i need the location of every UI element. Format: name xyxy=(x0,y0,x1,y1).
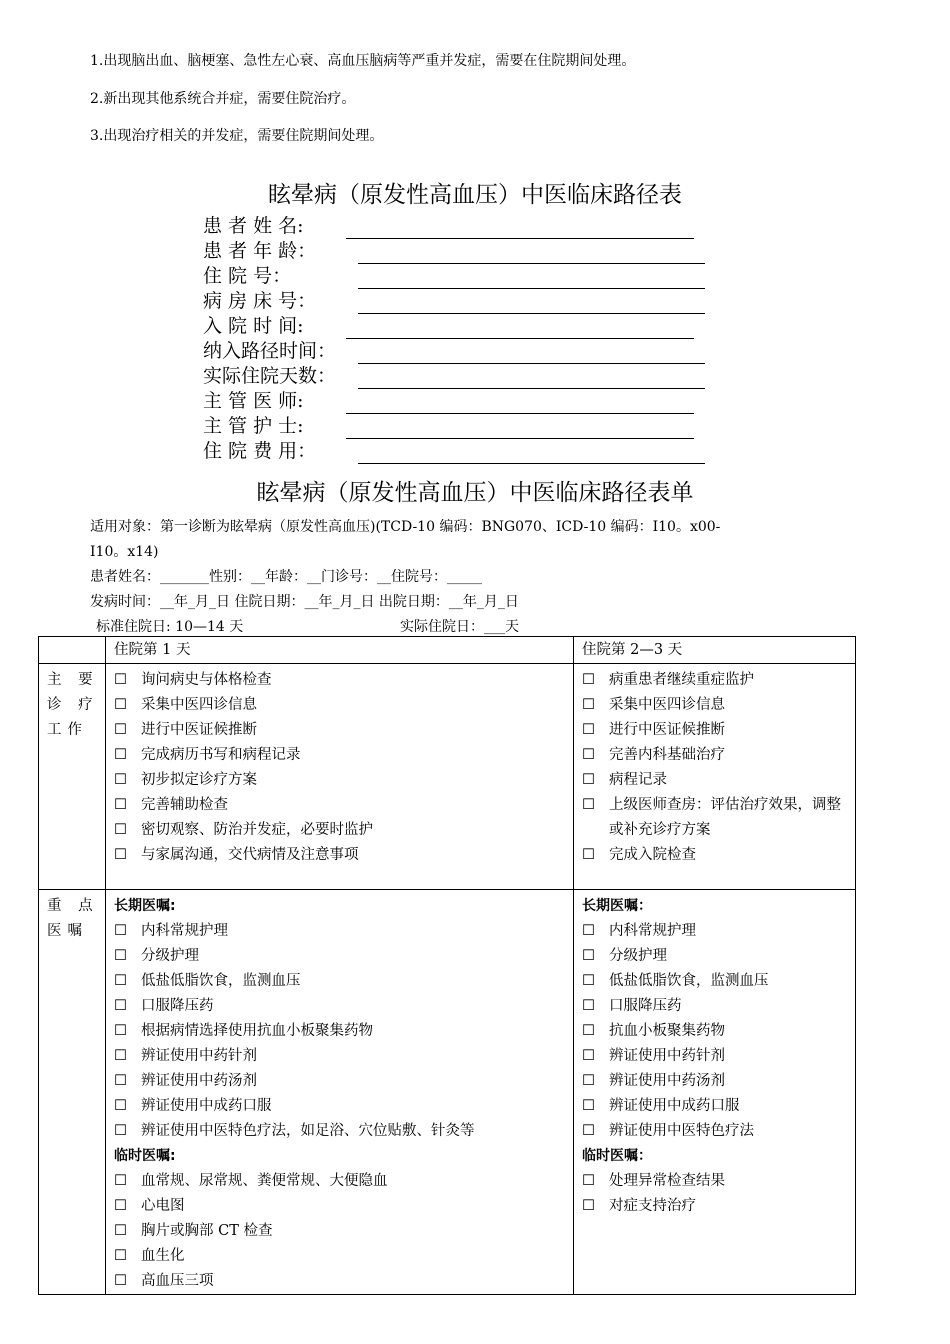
checklist-item xyxy=(114,1269,567,1294)
checklist-item xyxy=(582,668,849,693)
patient-info-row xyxy=(203,364,705,389)
checkbox-icon[interactable]: ☐ xyxy=(114,697,127,713)
checkbox-icon[interactable]: ☐ xyxy=(582,722,595,738)
checkbox-icon[interactable]: ☐ xyxy=(582,923,595,939)
checklist-item xyxy=(114,1169,567,1194)
checklist-item xyxy=(582,718,849,743)
patient-info-label: 主 管 护 士: xyxy=(203,415,304,437)
checklist-item-text: 辨证使用中药汤剂 xyxy=(609,1073,725,1089)
orders-subheading: 长期医嘱: xyxy=(114,898,176,914)
checklist-item xyxy=(114,1244,567,1269)
checkbox-icon[interactable]: ☐ xyxy=(114,1073,127,1089)
checklist-item-text: 进行中医证候推断 xyxy=(141,722,257,738)
checklist-item xyxy=(114,843,567,868)
checklist-item xyxy=(582,1069,849,1094)
orders-subheading: 长期医嘱： xyxy=(582,898,652,914)
checklist-item xyxy=(114,1019,567,1044)
patient-info-row xyxy=(203,264,705,289)
checklist-item xyxy=(114,1194,567,1219)
checklist-item xyxy=(582,743,849,768)
checkbox-icon[interactable]: ☐ xyxy=(114,973,127,989)
checklist-item xyxy=(114,768,567,793)
patient-info-block xyxy=(203,214,705,464)
date-line: 发病时间：__年_月_日 住院日期：__年_月_日 出院日期：__年_月_日 xyxy=(90,594,519,610)
patient-info-label: 主 管 医 师: xyxy=(203,390,304,412)
checklist-item xyxy=(114,668,567,693)
checkbox-icon[interactable]: ☐ xyxy=(114,1123,127,1139)
checklist-item-text: 辨证使用中成药口服 xyxy=(141,1098,272,1114)
checkbox-icon[interactable]: ☐ xyxy=(114,1248,127,1264)
checklist-item-text: 密切观察、防治并发症，必要时监护 xyxy=(141,822,373,838)
checklist-item-text: 辨证使用中药汤剂 xyxy=(141,1073,257,1089)
patient-info-blank-line[interactable] xyxy=(346,320,694,339)
checklist-item xyxy=(114,693,567,718)
checkbox-icon[interactable]: ☐ xyxy=(582,772,595,788)
actual-stay: 实际住院日：___天 xyxy=(400,619,519,635)
checklist-item-text: 病重患者继续重症监护 xyxy=(609,672,754,688)
row-label-line: 工作 xyxy=(47,722,88,738)
checkbox-icon[interactable]: ☐ xyxy=(582,1023,595,1039)
checklist-item-text: 询问病史与体格检查 xyxy=(141,672,272,688)
checklist-item xyxy=(582,919,849,944)
checklist-item-text: 病程记录 xyxy=(609,772,667,788)
checkbox-icon[interactable]: ☐ xyxy=(114,1198,127,1214)
patient-line: 患者姓名：_______性别：__年龄：__门诊号：__住院号：_____ xyxy=(90,569,482,585)
checkbox-icon[interactable]: ☐ xyxy=(114,672,127,688)
patient-info-blank-line[interactable] xyxy=(358,270,705,289)
orders-subheading: 临时医嘱： xyxy=(582,1148,652,1164)
checklist-item-text: 根据病情选择使用抗血小板聚集药物 xyxy=(141,1023,373,1039)
patient-info-row xyxy=(203,414,705,439)
checklist-item-text: 辨证使用中医特色疗法 xyxy=(609,1123,754,1139)
intro-notes xyxy=(90,50,890,163)
applicable-line-1: 适用对象：第一诊断为眩晕病（原发性高血压)(TCD-10 编码：BNG070、ICD-10 编码：I10。x00- xyxy=(90,519,721,535)
checklist-item xyxy=(114,1094,567,1119)
checklist-item-text: 高血压三项 xyxy=(141,1273,214,1289)
patient-info-row xyxy=(203,439,705,464)
orders-subheading: 临时医嘱: xyxy=(114,1148,176,1164)
checkbox-icon[interactable]: ☐ xyxy=(114,998,127,1014)
checklist-item xyxy=(582,1044,849,1069)
checklist-item-text: 完成病历书写和病程记录 xyxy=(141,747,301,763)
checkbox-icon[interactable]: ☐ xyxy=(114,948,127,964)
checklist-item-text: 采集中医四诊信息 xyxy=(609,697,725,713)
checkbox-icon[interactable]: ☐ xyxy=(582,1173,595,1189)
header-day2-3-label: 住院第 2—3 天 xyxy=(582,642,683,658)
checklist-item xyxy=(114,718,567,743)
checkbox-icon[interactable]: ☐ xyxy=(114,1173,127,1189)
checklist-item xyxy=(114,1219,567,1244)
patient-info-blank-line[interactable] xyxy=(358,370,705,389)
checklist-item-text: 完善内科基础治疗 xyxy=(609,747,725,763)
applicable-line-2: I10。x14) xyxy=(90,544,159,560)
checklist-item xyxy=(114,793,567,818)
checklist-item-text: 内科常规护理 xyxy=(141,923,228,939)
checklist-item-text: 辨证使用中药针剂 xyxy=(609,1048,725,1064)
checklist-item-text: 对症支持治疗 xyxy=(609,1198,696,1214)
row-label-line: 诊 疗 xyxy=(47,697,99,713)
main-work-day1 xyxy=(106,664,574,890)
checklist-item xyxy=(114,969,567,994)
patient-info-blank-line[interactable] xyxy=(346,420,694,439)
patient-info-blank-line[interactable] xyxy=(358,445,705,464)
checklist-item-text: 上级医师查房：评估治疗效果，调整或补充诊疗方案 xyxy=(609,797,841,838)
header-blank xyxy=(39,637,106,664)
header-day1-label: 住院第 1 天 xyxy=(114,642,191,658)
patient-info-blank-line[interactable] xyxy=(346,395,694,414)
checklist-item-text: 辨证使用中医特色疗法，如足浴、穴位贴敷、针灸等 xyxy=(141,1123,475,1139)
checklist-item-text: 处理异常检查结果 xyxy=(609,1173,725,1189)
standard-stay: 标准住院日: 10—14 天 xyxy=(96,619,244,635)
checkbox-icon[interactable]: ☐ xyxy=(582,672,595,688)
intro-note: 2.新出现其他系统合并症，需要住院治疗。 xyxy=(90,90,356,107)
checkbox-icon[interactable]: ☐ xyxy=(582,1123,595,1139)
checkbox-icon[interactable]: ☐ xyxy=(114,1048,127,1064)
form-title: 眩晕病（原发性高血压）中医临床路径表单 xyxy=(256,480,694,506)
row-label-main-work xyxy=(39,664,106,890)
checklist-item xyxy=(114,1069,567,1094)
checklist-item xyxy=(114,818,567,843)
checklist-item-text: 辨证使用中成药口服 xyxy=(609,1098,740,1114)
patient-info-label: 住 院 号： xyxy=(203,265,292,287)
patient-info-label: 住 院 费 用： xyxy=(203,440,317,462)
checklist-item xyxy=(582,969,849,994)
checkbox-icon[interactable]: ☐ xyxy=(114,722,127,738)
checkbox-icon[interactable]: ☐ xyxy=(582,1048,595,1064)
checkbox-icon[interactable]: ☐ xyxy=(582,847,595,863)
checklist-item xyxy=(582,994,849,1019)
checklist-item xyxy=(114,1044,567,1069)
patient-info-blank-line[interactable] xyxy=(358,345,705,364)
checkbox-icon[interactable]: ☐ xyxy=(114,772,127,788)
checklist-item-text: 胸片或胸部 CT 检查 xyxy=(141,1223,273,1239)
pathway-table xyxy=(38,636,856,1295)
checklist-item-text: 血生化 xyxy=(141,1248,185,1264)
checklist-item xyxy=(582,1094,849,1119)
checklist-item-text: 心电图 xyxy=(141,1198,185,1214)
patient-info-label: 纳入路径时间： xyxy=(203,340,337,362)
checklist-item xyxy=(582,843,849,868)
checkbox-icon[interactable]: ☐ xyxy=(114,1273,127,1289)
checkbox-icon[interactable]: ☐ xyxy=(582,1073,595,1089)
checklist-item-text: 口服降压药 xyxy=(141,998,214,1014)
checklist-item xyxy=(582,768,849,793)
row-label-key-orders xyxy=(39,890,106,1295)
checklist-item-text: 内科常规护理 xyxy=(609,923,696,939)
checklist-item-text: 采集中医四诊信息 xyxy=(141,697,257,713)
patient-info-label: 患 者 姓 名: xyxy=(203,215,304,237)
patient-info-blank-line[interactable] xyxy=(358,245,705,264)
checklist-item xyxy=(582,1194,849,1219)
patient-info-row xyxy=(203,214,705,239)
checklist-item-text: 分级护理 xyxy=(609,948,667,964)
checklist-item xyxy=(114,994,567,1019)
patient-info-row xyxy=(203,239,705,264)
checklist-item-text: 血常规、尿常规、粪便常规、大便隐血 xyxy=(141,1173,388,1189)
checklist-item-text: 低盐低脂饮食，监测血压 xyxy=(141,973,301,989)
checkbox-icon[interactable]: ☐ xyxy=(582,1198,595,1214)
checkbox-icon[interactable]: ☐ xyxy=(114,847,127,863)
checklist-item xyxy=(582,1119,849,1144)
checklist-item-text: 完成入院检查 xyxy=(609,847,696,863)
checklist-item-text: 完善辅助检查 xyxy=(141,797,228,813)
checkbox-icon[interactable]: ☐ xyxy=(114,822,127,838)
key-orders-day1 xyxy=(106,890,574,1295)
checkbox-icon[interactable]: ☐ xyxy=(114,1098,127,1114)
patient-info-row xyxy=(203,389,705,414)
checklist-item xyxy=(582,1169,849,1194)
checkbox-icon[interactable]: ☐ xyxy=(582,948,595,964)
header-day2-3 xyxy=(574,637,856,664)
checkbox-icon[interactable]: ☐ xyxy=(114,797,127,813)
page-title: 眩晕病（原发性高血压）中医临床路径表 xyxy=(268,182,682,208)
checkbox-icon[interactable]: ☐ xyxy=(582,998,595,1014)
checkbox-icon[interactable]: ☐ xyxy=(582,747,595,763)
checklist-item xyxy=(114,743,567,768)
patient-info-row xyxy=(203,289,705,314)
checklist-item xyxy=(582,793,849,843)
checkbox-icon[interactable]: ☐ xyxy=(582,973,595,989)
checklist-item-text: 进行中医证候推断 xyxy=(609,722,725,738)
checklist-item xyxy=(114,919,567,944)
checkbox-icon[interactable]: ☐ xyxy=(582,797,595,813)
checklist-item-text: 与家属沟通，交代病情及注意事项 xyxy=(141,847,359,863)
patient-info-row xyxy=(203,314,705,339)
checklist-item xyxy=(114,944,567,969)
intro-note: 3.出现治疗相关的并发症，需要住院期间处理。 xyxy=(90,128,384,144)
key-orders-day2-3 xyxy=(574,890,856,1295)
checkbox-icon[interactable]: ☐ xyxy=(582,697,595,713)
main-work-day2-3 xyxy=(574,664,856,890)
intro-note: 1.出现脑出血、脑梗塞、急性左心衰、高血压脑病等严重并发症，需要在住院期间处理。 xyxy=(90,53,636,69)
checklist-item-text: 辨证使用中药针剂 xyxy=(141,1048,257,1064)
checklist-item xyxy=(582,944,849,969)
patient-info-row xyxy=(203,339,705,364)
checkbox-icon[interactable]: ☐ xyxy=(582,1098,595,1114)
checklist-item xyxy=(582,1019,849,1044)
checklist-item-text: 低盐低脂饮食，监测血压 xyxy=(609,973,769,989)
checklist-item-text: 口服降压药 xyxy=(609,998,682,1014)
checkbox-icon[interactable]: ☐ xyxy=(114,923,127,939)
patient-info-blank-line[interactable] xyxy=(358,295,705,314)
checkbox-icon[interactable]: ☐ xyxy=(114,1223,127,1239)
patient-info-label: 入 院 时 间: xyxy=(203,315,304,337)
patient-info-label: 病 房 床 号： xyxy=(203,290,317,312)
row-label-line: 医嘱 xyxy=(47,923,88,939)
checklist-item xyxy=(582,693,849,718)
row-label-line: 重 点 xyxy=(47,898,99,914)
row-label-line: 主 要 xyxy=(47,672,99,688)
patient-info-label: 患 者 年 龄： xyxy=(203,240,317,262)
checklist-item-text: 分级护理 xyxy=(141,948,199,964)
checklist-item-text: 初步拟定诊疗方案 xyxy=(141,772,257,788)
patient-info-blank-line[interactable] xyxy=(346,220,694,239)
checkbox-icon[interactable]: ☐ xyxy=(114,747,127,763)
checklist-item-text: 抗血小板聚集药物 xyxy=(609,1023,725,1039)
patient-info-label: 实际住院天数： xyxy=(203,365,337,387)
checklist-item xyxy=(114,1119,567,1144)
checkbox-icon[interactable]: ☐ xyxy=(114,1023,127,1039)
header-day1 xyxy=(106,637,574,664)
